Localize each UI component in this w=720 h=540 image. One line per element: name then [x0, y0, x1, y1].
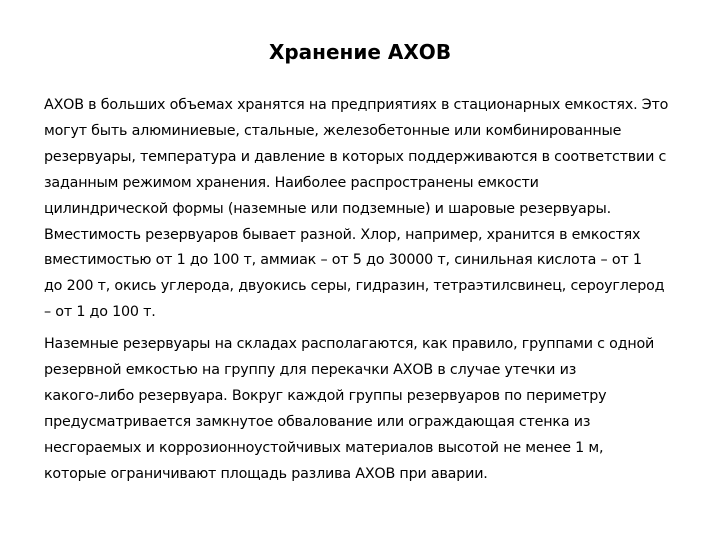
text-line: резервной емкостью на группу для перекачки АХОВ в случае утечки из	[44, 362, 577, 379]
text-line: какого-либо резервуара. Вокруг каждой группы резервуаров по периметру	[44, 387, 607, 404]
text-line: вместимостью от 1 до 100 т, аммиак – от 5 до 30000 т, синильная кислота – от 1	[44, 252, 642, 269]
text-line: до 200 т, окись углерода, двуокись серы, гидразин, тетраэтилсвинец, сероуглерод	[44, 278, 665, 295]
text-line: Наземные резервуары на складах располагаются, как правило, группами с одной	[44, 336, 655, 353]
text-line: которые ограничивают площадь разлива АХОВ при аварии.	[44, 465, 488, 482]
text-line: предусматривается замкнутое обвалование или ограждающая стенка из	[44, 413, 591, 430]
paragraph-storage-capacity	[44, 93, 680, 326]
slide-body	[44, 93, 680, 488]
slide-title: Хранение АХОВ	[268, 40, 452, 64]
text-line: Вместимость резервуаров бывает разной. Хлор, например, хранится в емкостях	[44, 226, 641, 243]
text-line: несгораемых и коррозионноустойчивых материалов высотой не менее 1 м,	[44, 439, 604, 456]
text-line: – от 1 до 100 т.	[44, 304, 156, 321]
text-line: могут быть алюминиевые, стальные, железобетонные или комбинированные	[44, 122, 622, 139]
text-line: заданным режимом хранения. Наиболее распространены емкости	[44, 174, 539, 191]
text-line: АХОВ в больших объемах хранятся на предприятиях в стационарных емкостях. Это	[44, 97, 669, 113]
paragraph-ground-tanks	[44, 332, 680, 487]
text-line: цилиндрической формы (наземные или подземные) и шаровые резервуары.	[44, 200, 611, 217]
text-line: резервуары, температура и давление в которых поддерживаются в соответствии с	[44, 148, 667, 165]
